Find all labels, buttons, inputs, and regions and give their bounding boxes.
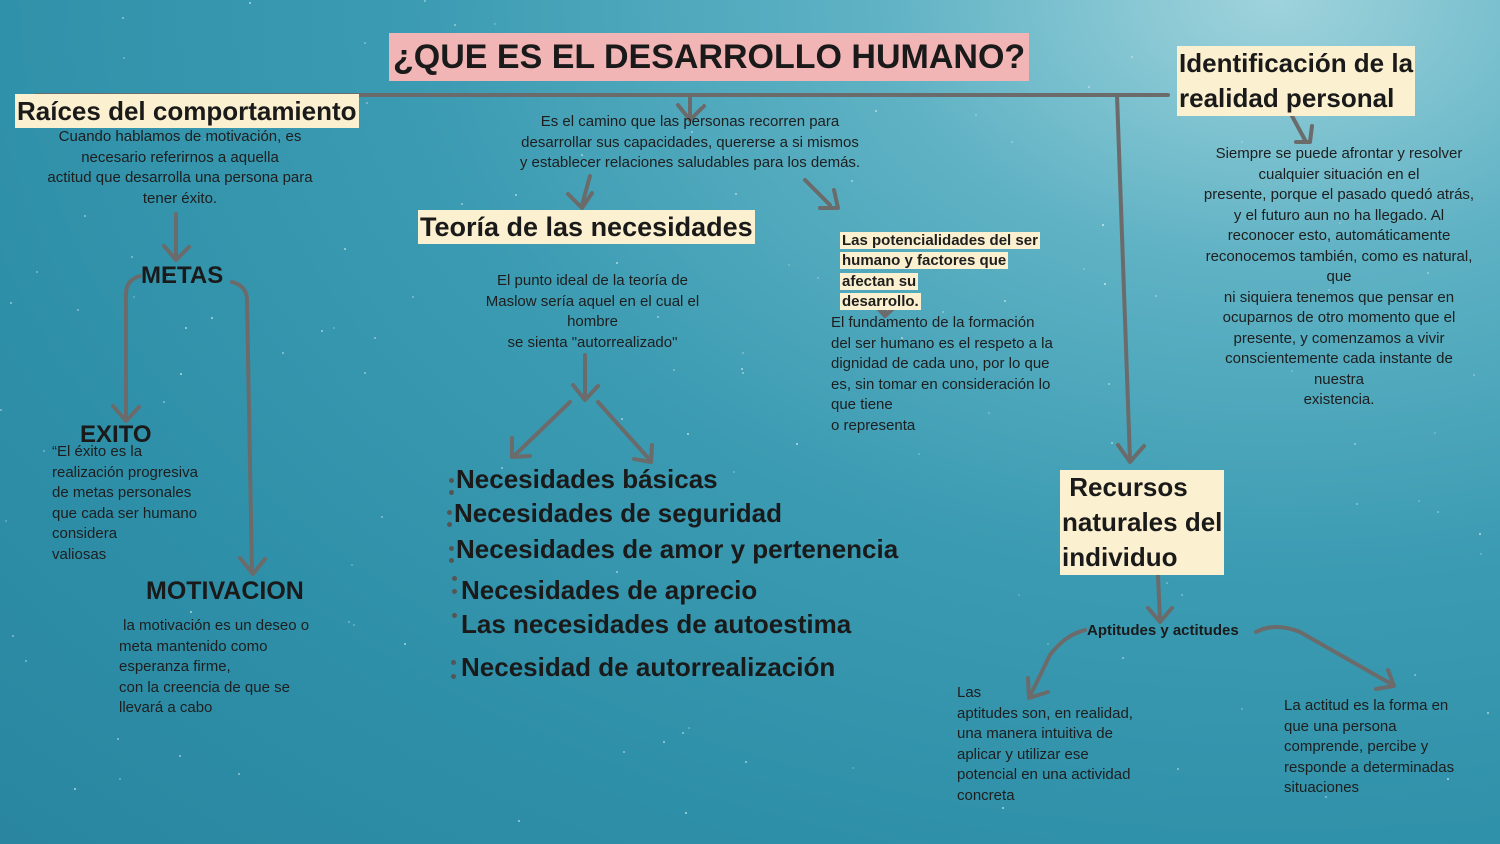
bullet-dot <box>449 478 454 483</box>
need-item: Necesidades de aprecio <box>461 575 758 605</box>
identification-text: Siempre se puede afrontar y resolver cualquier situación en el presente, porque el pasado quedó atrás, y el futuro aun no ha llegado. Al reconocer esto, automáticamente reconocemos también, como es natural, que ni siquiera tenemos que pensar en ocuparnos de otro momento que el presente, y comenzamos a vivir conscientemente cada instante de nuestra existencia. <box>1203 145 1475 408</box>
roots-text: Cuando hablamos de motivación, es necesario referirnos a aquella actitud que desarrolla una persona para tener éxito. <box>47 128 313 207</box>
potential-heading-text: Las potencialidades del ser humano y factores que afectan su desarrollo. <box>842 231 1038 310</box>
need-item: Necesidad de autorrealización <box>461 652 836 682</box>
bullet-dot <box>447 510 452 515</box>
exito-label: EXITO <box>80 421 152 448</box>
bullet-dot <box>452 589 457 594</box>
need-item: Necesidades básicas <box>456 464 718 494</box>
bullet-dot <box>449 546 454 551</box>
identification-heading: Identificación de la realidad personal <box>1177 46 1415 116</box>
resources-heading: Recursos naturales del individuo <box>1060 470 1224 575</box>
roots-heading: Raíces del comportamiento <box>17 96 357 126</box>
bullet-dot <box>449 490 454 495</box>
exito-text: “El éxito es la realización progresiva de metas personales que cada ser humano considera valiosas <box>52 443 198 563</box>
bullet-dot <box>451 660 456 665</box>
bullet-dot <box>447 522 452 527</box>
bullet-dot <box>452 576 457 581</box>
maslow-text: El punto ideal de la teoría de Maslow sería aquel en el cual el hombre se sienta "autorrealizado" <box>485 272 700 351</box>
page-title: ¿QUE ES EL DESARROLLO HUMANO? <box>389 33 1029 81</box>
bullet-dot <box>452 613 457 618</box>
need-item: Necesidades de seguridad <box>454 498 783 528</box>
intro-text: Es el camino que las personas recorren para desarrollar sus capacidades, quererse a si mismos y establecer relaciones saludables para los demás. <box>519 113 861 171</box>
aptitudes-label: Aptitudes y actitudes <box>1087 622 1239 639</box>
bullet-dot <box>451 674 456 679</box>
potential-heading <box>840 210 1060 313</box>
aptitudes-text: Las aptitudes son, en realidad, una manera intuitiva de aplicar y utilizar ese potencial en una actividad concreta <box>957 684 1133 804</box>
need-item: Necesidades de amor y pertenencia <box>456 534 899 564</box>
potential-text: El fundamento de la formación del ser humano es el respeto a la dignidad de cada uno, por lo que es, sin tomar en consideración lo que tiene o representa <box>831 314 1053 434</box>
need-item: Las necesidades de autoestima <box>461 609 852 639</box>
actitud-text: La actitud es la forma en que una persona comprende, percibe y responde a determinadas situaciones <box>1284 697 1455 796</box>
needs-theory-heading: Teoría de las necesidades <box>420 212 753 242</box>
motivacion-label: MOTIVACION <box>146 577 304 605</box>
motivacion-text: la motivación es un deseo o meta mantenido como esperanza firme, con la creencia de que se llevará a cabo <box>119 617 310 716</box>
bullet-dot <box>449 558 454 563</box>
metas-label: METAS <box>141 262 224 289</box>
